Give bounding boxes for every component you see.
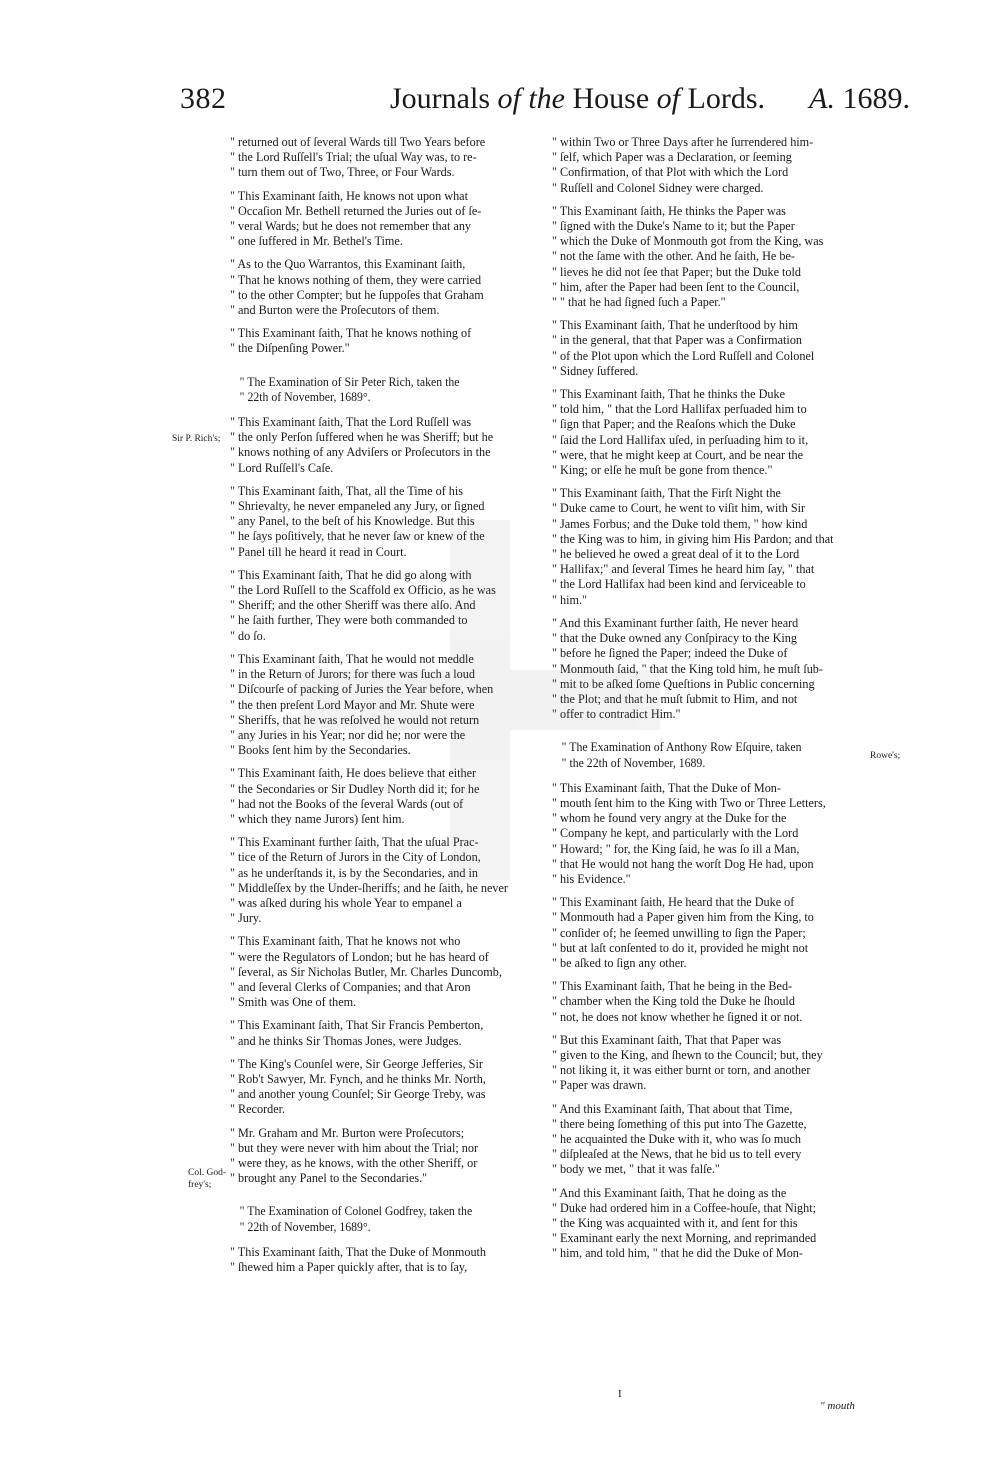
- text-line: " the Diſpenſing Power.": [230, 341, 350, 356]
- year-value: 1689.: [842, 82, 910, 115]
- text-line: " Panel till he heard it read in Court.: [230, 544, 407, 559]
- text-line: " the King was to him, in giving him His Pardon; and that: [552, 531, 834, 546]
- paragraph: [230, 835, 546, 926]
- text-line: " That he knows nothing of them, they were carried: [230, 272, 482, 287]
- text-line: " The Examination of Sir Peter Rich, taken the: [239, 374, 460, 389]
- margin-note-godfrey-1: Col. God-: [188, 1168, 226, 1178]
- margin-note-rich: Sir P. Rich's;: [172, 434, 221, 444]
- paragraph: [552, 135, 868, 196]
- text-line: " given to the King, and ſhewn to the Council; but, they: [552, 1047, 823, 1062]
- text-line: " Examinant early the next Morning, and reprimanded: [552, 1231, 817, 1246]
- text-line: " " that he had ſigned ſuch a Paper.": [552, 295, 726, 310]
- paragraph: [230, 135, 546, 181]
- page-number: 382: [180, 82, 227, 115]
- text-line: " Rob't Sawyer, Mr. Fynch, and he thinks Mr. North,: [230, 1071, 486, 1086]
- text-line: " not liking it, it was either burnt or torn, and another: [552, 1063, 811, 1078]
- text-line: " Recorder.: [230, 1102, 286, 1117]
- text-line: " Paper was drawn.: [552, 1078, 647, 1093]
- text-line: " And this Examinant ſaith, That about that Time,: [552, 1101, 793, 1116]
- paragraph: [552, 781, 868, 887]
- text-line: " And this Examinant further ſaith, He never heard: [552, 615, 799, 630]
- text-line: " the Lord Ruſſell's Trial; the uſual Way was, to re-: [230, 150, 477, 165]
- text-line: " he believed he owed a great deal of it to the Lord: [552, 547, 800, 562]
- text-line: " not, he does not know whether he ſigned it or not.: [552, 1009, 803, 1024]
- text-line: " Hallifax;" and ſeveral Times he heard him ſay, " that: [552, 562, 815, 577]
- text-line: " to the other Compter; but he ſuppoſes that Graham: [230, 287, 484, 302]
- paragraph: [230, 1245, 546, 1275]
- running-header: [180, 82, 910, 128]
- text-line: " ſelf, which Paper was a Declaration, or ſeeming: [552, 150, 792, 165]
- text-line: " Middleſſex by the Under-ſheriffs; and he ſaith, he never: [230, 880, 508, 895]
- paragraph: [230, 1057, 546, 1118]
- text-line: " Company he kept, and particularly with the Lord: [552, 826, 799, 841]
- text-line: " This Examinant ſaith, That he underſtood by him: [552, 318, 798, 333]
- text-line: " This Examinant ſaith, He knows not upon what: [230, 188, 468, 203]
- text-line: " told him, " that the Lord Hallifax perſuaded him to: [552, 402, 807, 417]
- text-line: " the Plot; and that he muſt ſubmit to Him, and not: [552, 691, 798, 706]
- paragraph: [552, 1033, 868, 1094]
- margin-note-rowe: Rowe's;: [870, 751, 901, 761]
- journal-title: [390, 82, 765, 116]
- text-line: " and another young Counſel; Sir George Treby, was: [230, 1087, 486, 1102]
- text-line: " ſigned with the Duke's Name to it; but the Paper: [552, 219, 795, 234]
- text-line: " were the Regulators of London; but he has heard of: [230, 949, 489, 964]
- text-line: " turn them out of Two, Three, or Four Wards.: [230, 165, 455, 180]
- text-line: " Monmouth had a Paper given him from the King, to: [552, 910, 814, 925]
- text-line: " Ruſſell and Colonel Sidney were charged.: [552, 180, 764, 195]
- text-line: " ſaid the Lord Hallifax uſed, in perſuading him to it,: [552, 432, 809, 447]
- title-part-italic: of the: [497, 82, 565, 115]
- text-line: " This Examinant ſaith, He heard that the Duke of: [552, 895, 795, 910]
- text-line: " This Examinant ſaith, That he knows not who: [230, 934, 461, 949]
- text-line: " James Forbus; and the Duke told them, " how kind: [552, 516, 808, 531]
- margin-note-godfrey-2: frey's;: [188, 1180, 212, 1190]
- year-prefix: A.: [809, 82, 835, 115]
- text-line: " This Examinant ſaith, That the Duke of Monmouth: [230, 1244, 487, 1259]
- text-line: " him, after the Paper had been ſent to the Council,: [552, 279, 800, 294]
- text-line: " knows nothing of any Adviſers or Proſecutors in the: [230, 445, 491, 460]
- text-line: " and ſeveral Clerks of Companies; and that Aron: [230, 979, 471, 994]
- text-line: " was aſked during his whole Year to empanel a: [230, 895, 462, 910]
- text-line: " in the general, that that Paper was a Confirmation: [552, 333, 803, 348]
- text-line: " the King was acquainted with it, and ſent for this: [552, 1216, 798, 1230]
- text-line: " This Examinant ſaith, That Sir Francis Pemberton,: [230, 1018, 484, 1033]
- text-line: " mouth ſent him to the King with Two or Three Letters,: [552, 795, 826, 810]
- paragraph: [552, 979, 868, 1025]
- paragraph: [230, 766, 546, 827]
- paragraph: [230, 257, 546, 318]
- text-line: " Diſcourſe of packing of Juries the Year before, when: [230, 682, 494, 697]
- paragraph: [552, 387, 868, 478]
- catchword: " mouth: [820, 1400, 855, 1412]
- paragraph: [552, 616, 868, 722]
- text-line: " as he underſtands it, is by the Secondaries, and in: [230, 865, 478, 880]
- text-line: " Sidney ſuffered.: [552, 363, 639, 378]
- text-line: " him.": [552, 592, 588, 607]
- text-line: " tice of the Return of Jurors in the City of London,: [230, 850, 481, 865]
- paragraph: [552, 1102, 868, 1178]
- text-line: " This Examinant ſaith, That he thinks the Duke: [552, 387, 786, 402]
- title-part: House: [565, 82, 657, 115]
- text-line: " The Examination of Anthony Row Eſquire, taken: [561, 740, 802, 755]
- paragraph: [230, 484, 546, 560]
- text-line: " Sheriff; and the other Sheriff was there alſo. And: [230, 598, 476, 613]
- text-line: " whom he found very angry at the Duke for the: [552, 811, 787, 826]
- text-line: " This Examinant further ſaith, That the uſual Prac-: [230, 835, 479, 850]
- text-line: " Howard; " for, the King ſaid, he was ſo ill a Man,: [552, 841, 800, 856]
- text-line: " be aſked to ſign any other.: [552, 955, 687, 970]
- text-line: " Duke came to Court, he went to viſit him, with Sir: [552, 501, 806, 516]
- text-line: " Sheriffs, that he was reſolved he would not return: [230, 712, 480, 727]
- paragraph: [230, 934, 546, 1010]
- text-line: " This Examinant ſaith, He thinks the Paper was: [552, 203, 786, 218]
- text-line: " one ſuffered in Mr. Bethel's Time.: [230, 234, 403, 249]
- header-year: [809, 82, 910, 116]
- text-line: " he ſays poſitively, that he never ſaw or knew of the: [230, 529, 485, 544]
- text-line: " he ſaith further, They were both commanded to: [230, 613, 468, 628]
- text-line: " the 22th of November, 1689.: [561, 755, 706, 770]
- text-line: " body we met, " that it was falſe.": [552, 1162, 720, 1177]
- text-line: " the then preſent Lord Mayor and Mr. Shute were: [230, 697, 475, 712]
- text-line: " Occaſion Mr. Bethell returned the Juries out of ſe-: [230, 203, 482, 218]
- text-line: " This Examinant ſaith, That he knows nothing of: [230, 326, 472, 341]
- text-line: " The King's Counſel were, Sir George Jefferies, Sir: [230, 1056, 483, 1071]
- paragraph: [552, 204, 868, 310]
- text-line: " This Examinant ſaith, That the Firſt Night the: [552, 486, 781, 501]
- text-line: " before he ſigned the Paper; indeed the Duke of: [552, 646, 788, 661]
- examination-heading: [552, 740, 868, 770]
- text-line: " in the Return of Jurors; for there was ſuch a loud: [230, 667, 475, 682]
- text-line: " there being ſomething of this put into The Gazette,: [552, 1116, 807, 1131]
- paragraph: [230, 568, 546, 644]
- text-line: " This Examinant ſaith, That the Duke of Mon-: [552, 780, 781, 795]
- text-line: " lieves he did not ſee that Paper; but the Duke told: [552, 264, 802, 279]
- title-part-italic: of: [656, 82, 680, 115]
- text-line: " do ſo.: [230, 628, 266, 643]
- text-line: " brought any Panel to the Secondaries.": [230, 1171, 428, 1186]
- text-line: " he acquainted the Duke with it, who was ſo much: [552, 1131, 802, 1146]
- text-line: " which they name Jurors) ſent him.: [230, 811, 405, 826]
- text-line: " Smith was One of them.: [230, 995, 357, 1010]
- text-line: " and he thinks Sir Thomas Jones, were Judges.: [230, 1033, 462, 1048]
- text-line: " Jury.: [230, 911, 262, 926]
- text-line: " diſpleaſed at the News, that he bid us to tell every: [552, 1147, 802, 1162]
- paragraph: [552, 318, 868, 379]
- text-line: " This Examinant ſaith, He does believe that either: [230, 766, 477, 781]
- title-part: Lords.: [680, 82, 765, 115]
- text-line: " within Two or Three Days after he ſurrendered him-: [552, 135, 814, 149]
- text-line: " King; or elſe he muſt be gone from thence.": [552, 463, 773, 478]
- paragraph: [230, 652, 546, 758]
- paragraph: [552, 1186, 868, 1262]
- text-line: " the Lord Hallifax had been kind and ſerviceable to: [552, 577, 806, 592]
- paragraph: [230, 326, 546, 356]
- examination-heading: [230, 1204, 546, 1234]
- text-line: " any Juries in his Year; nor did he; nor were the: [230, 727, 466, 742]
- text-line: " any Panel, to the beſt of his Knowledge. But this: [230, 514, 475, 529]
- text-line: " were they, as he knows, with the other Sheriff, or: [230, 1155, 478, 1170]
- text-line: " The Examination of Colonel Godfrey, taken the: [239, 1204, 473, 1219]
- text-line: " This Examinant ſaith, That, all the Time of his: [230, 483, 464, 498]
- text-line: " but they were never with him about the Trial; nor: [230, 1140, 479, 1155]
- text-line: " Mr. Graham and Mr. Burton were Proſecutors;: [230, 1125, 465, 1140]
- text-line: " This Examinant ſaith, That he did go along with: [230, 567, 472, 582]
- text-line: " mit to be aſked ſome Queſtions in Public concerning: [552, 676, 815, 691]
- text-line: " returned out of ſeveral Wards till Two Years before: [230, 135, 486, 149]
- paragraph: [230, 1126, 546, 1187]
- text-line: " Confirmation, of that Plot with which the Lord: [552, 165, 789, 180]
- text-line: " not the ſame with the other. And he ſaith, He be-: [552, 249, 795, 264]
- text-line: " offer to contradict Him.": [552, 707, 681, 722]
- text-line: " And this Examinant ſaith, That he doing as the: [552, 1185, 787, 1200]
- text-line: " But this Examinant ſaith, That that Paper was: [552, 1032, 782, 1047]
- text-line: " were, that he might keep at Court, and be near the: [552, 447, 804, 462]
- text-line: " Lord Ruſſell's Caſe.: [230, 460, 334, 475]
- text-line: " This Examinant ſaith, That he would not meddle: [230, 651, 474, 666]
- text-line: " the only Perſon ſuffered when he was Sheriff; but he: [230, 430, 494, 445]
- text-line: " which the Duke of Monmouth got from the King, was: [552, 234, 824, 249]
- right-column: [552, 135, 868, 1270]
- paragraph: [230, 415, 546, 476]
- text-line: " As to the Quo Warrantos, this Examinant ſaith,: [230, 257, 466, 272]
- text-line: " but at laſt conſented to do it, provided he might not: [552, 940, 809, 955]
- paragraph: [230, 189, 546, 250]
- paragraph: [552, 895, 868, 971]
- signature-mark: I: [618, 1388, 622, 1400]
- text-line: " Duke had ordered him in a Coffee-houſe, that Night;: [552, 1200, 817, 1215]
- text-line: " the Lord Ruſſell to the Scaffold ex Officio, as he was: [230, 583, 496, 598]
- text-line: " had not the Books of the ſeveral Wards (out of: [230, 796, 464, 811]
- text-line: " his Evidence.": [552, 871, 631, 886]
- text-line: " and Burton were the Proſecutors of them.: [230, 303, 440, 318]
- text-line: " 22th of November, 1689°.: [239, 389, 371, 404]
- text-line: " veral Wards; but he does not remember that any: [230, 219, 472, 234]
- text-line: " Monmouth ſaid, " that the King told him, he muſt ſub-: [552, 661, 823, 676]
- examination-heading: [230, 375, 546, 405]
- text-line: " that the Duke owned any Conſpiracy to the King: [552, 631, 797, 646]
- text-line: " the Secondaries or Sir Dudley North did it; for he: [230, 781, 480, 796]
- text-line: " 22th of November, 1689°.: [239, 1219, 371, 1234]
- text-line: " of the Plot upon which the Lord Ruſſell and Colonel: [552, 348, 815, 363]
- text-line: " This Examinant ſaith, That the Lord Ruſſell was: [230, 415, 472, 430]
- paragraph: [552, 486, 868, 608]
- text-line: " chamber when the King told the Duke he ſhould: [552, 994, 795, 1009]
- text-line: " conſider of; he ſeemed unwilling to ſign the Paper;: [552, 925, 806, 940]
- title-part: Journals: [390, 82, 498, 115]
- text-line: " ſign that Paper; and the Reaſons which the Duke: [552, 417, 796, 432]
- text-line: " ſhewed him a Paper quickly after, that is to ſay,: [230, 1260, 468, 1274]
- paragraph: [230, 1018, 546, 1048]
- left-column: [230, 135, 546, 1283]
- text-line: " Shrievalty, he never empaneled any Jury, or ſigned: [230, 499, 485, 514]
- text-line: " that He would not hang the worſt Dog He had, upon: [552, 856, 814, 871]
- text-line: " This Examinant ſaith, That he being in the Bed-: [552, 979, 793, 994]
- text-line: " Books ſent him by the Secondaries.: [230, 743, 411, 758]
- text-line: " him, and told him, " that he did the Duke of Mon-: [552, 1246, 803, 1261]
- text-line: " ſeveral, as Sir Nicholas Butler, Mr. Charles Duncomb,: [230, 964, 502, 979]
